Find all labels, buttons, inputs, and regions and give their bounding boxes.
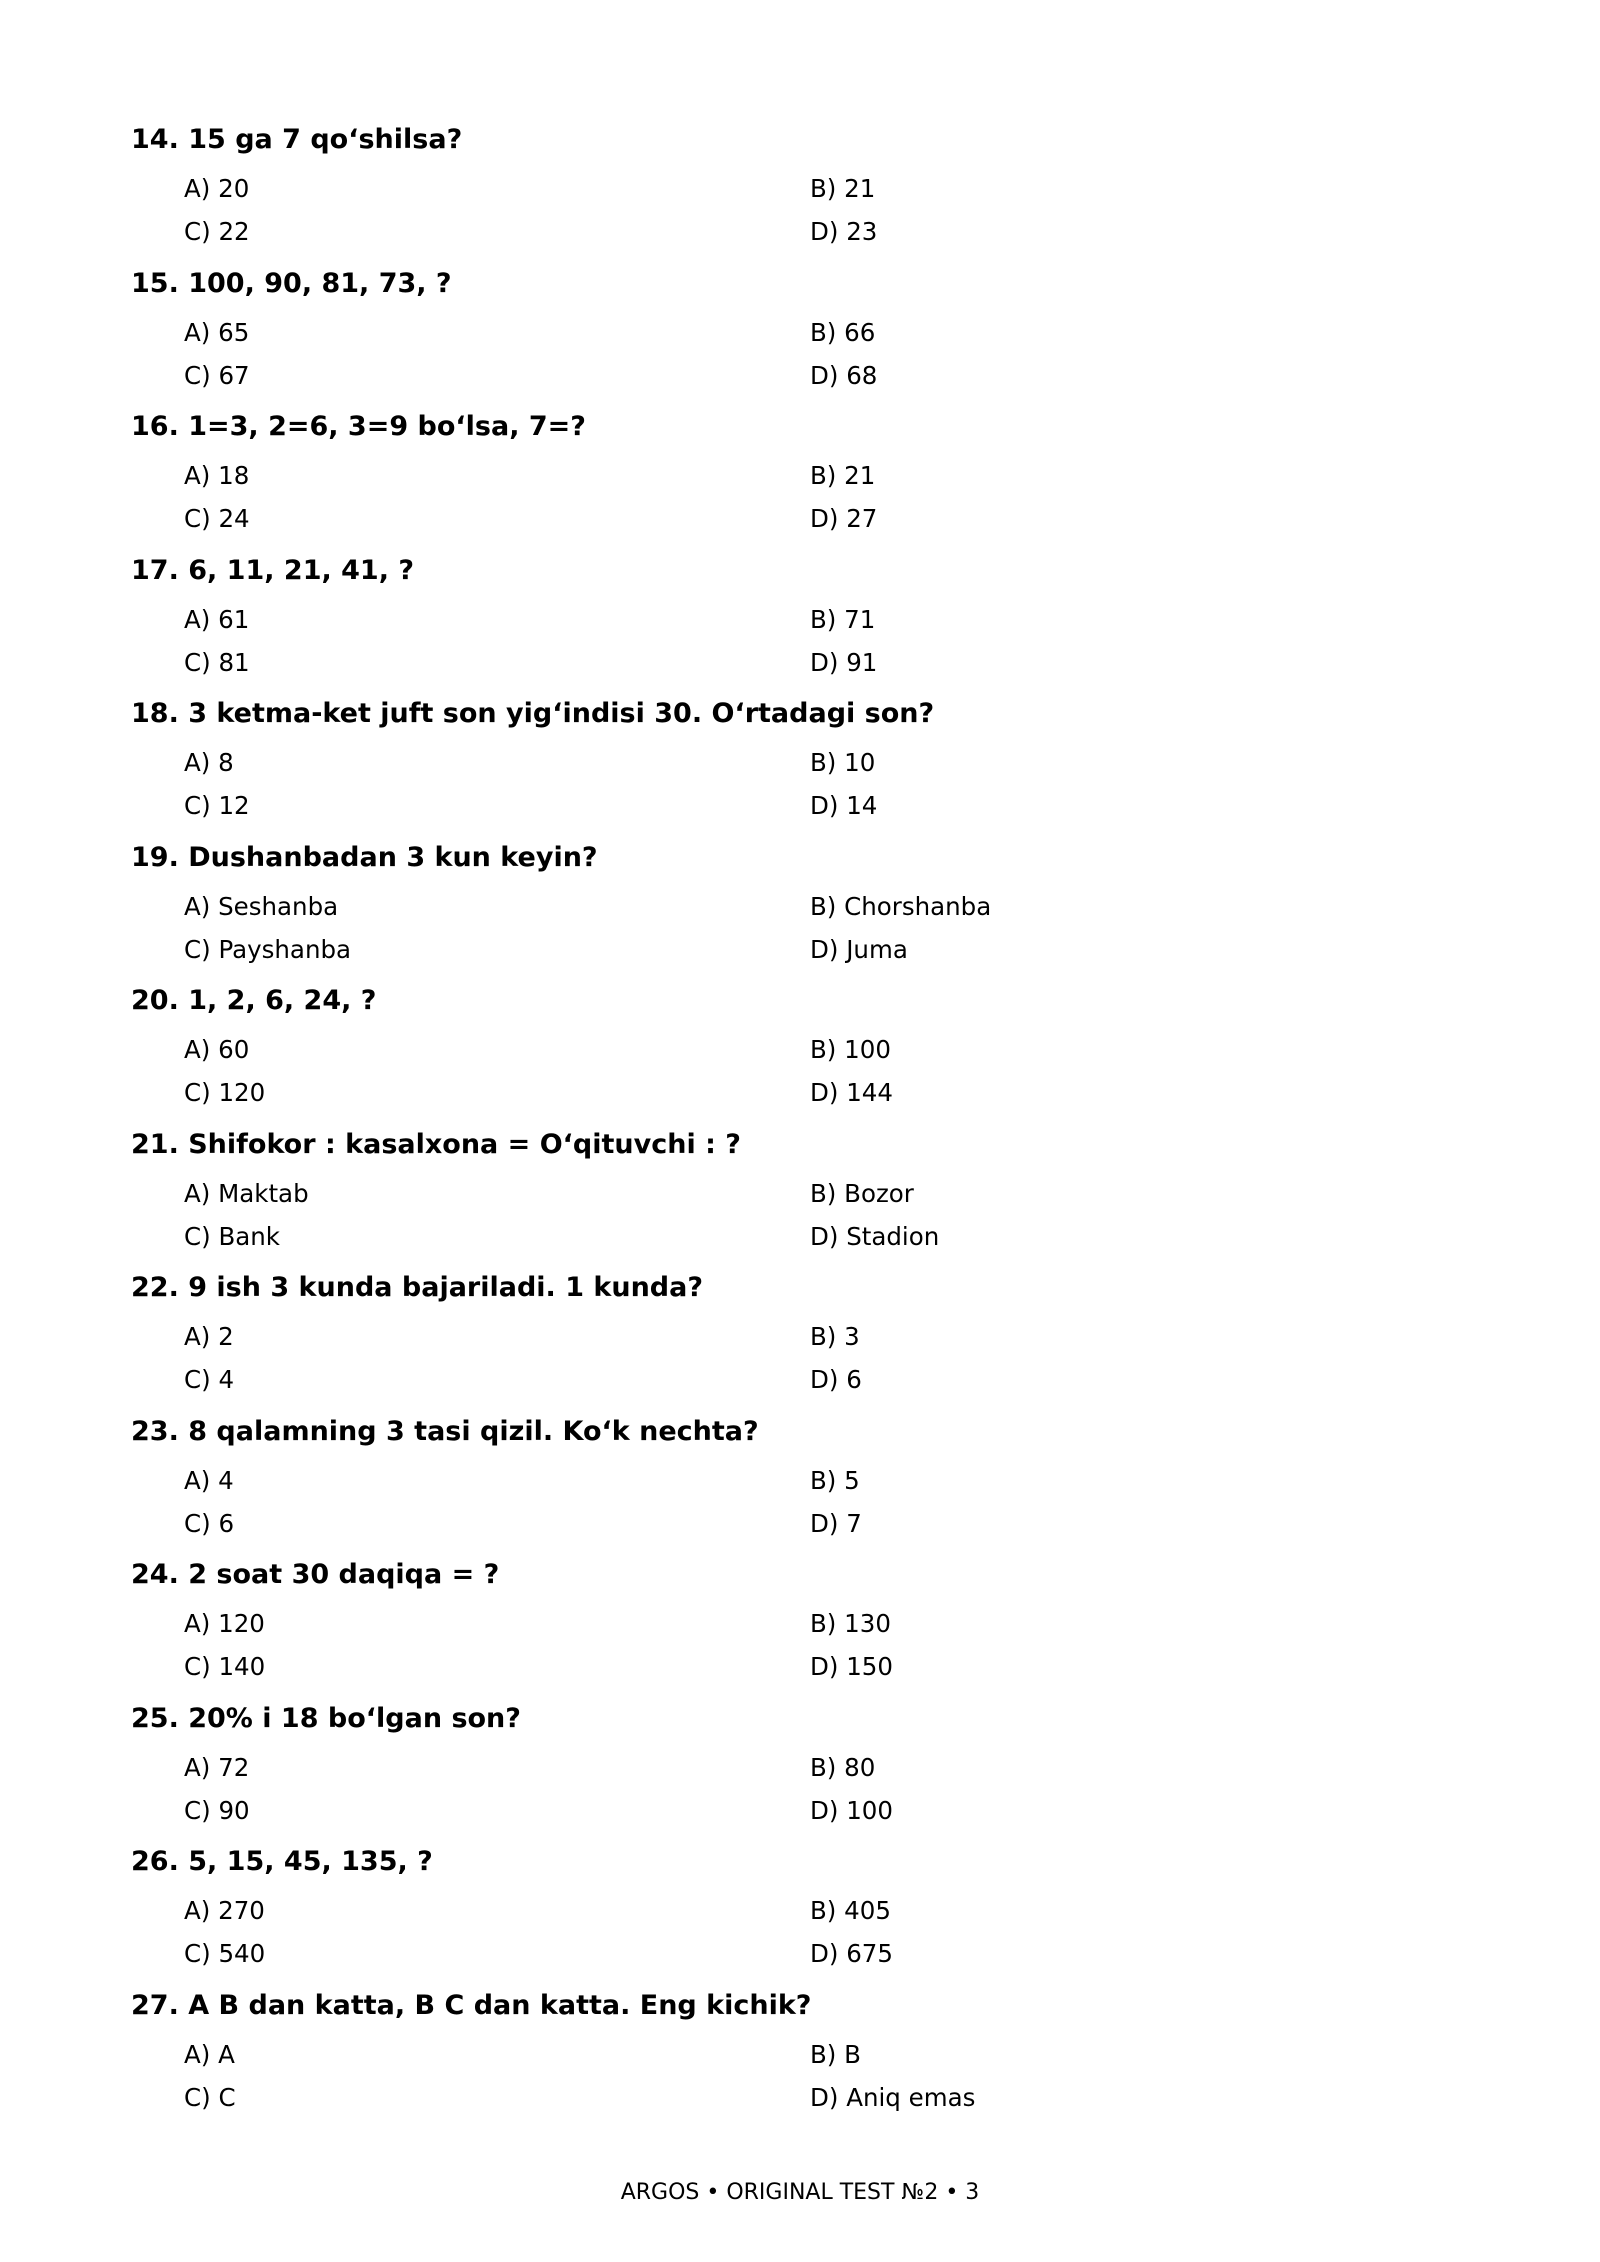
option-d: D) 14 [810,791,878,820]
option-c: C) 22 [184,217,250,246]
question [131,263,1471,407]
question-text: 16. 1=3, 2=6, 3=9 bo‘lsa, 7=? [131,411,586,442]
option-c: C) C [184,2082,236,2112]
question-text: 23. 8 qalamning 3 tasi qizil. Ko‘k nechta? [131,1415,759,1447]
option-d: D) Juma [810,934,908,964]
question-list [131,119,1471,2128]
question [131,837,1471,981]
option-c: C) 540 [184,1939,266,1968]
option-b: B) Bozor [810,1178,914,1208]
question-text: 15. 100, 90, 81, 73, ? [131,267,452,299]
option-b: B) 5 [810,1465,860,1495]
option-a: A) 20 [184,174,250,203]
question-text: 22. 9 ish 3 kunda bajariladi. 1 kunda? [131,1272,703,1303]
option-c: C) 140 [184,1652,266,1681]
option-c: C) Bank [184,1221,280,1251]
option-a: A) 61 [184,604,250,634]
option-b: B) 80 [810,1752,876,1782]
option-a: A) Seshanba [184,891,339,921]
option-d: D) 27 [810,504,878,533]
option-a: A) 65 [184,317,250,347]
option-b: B) 66 [810,317,876,347]
option-d: D) 150 [810,1652,893,1681]
option-a: A) 2 [184,1322,234,1351]
option-b: B) 405 [810,1896,891,1925]
question [131,1985,1471,2129]
question-text: 17. 6, 11, 21, 41, ? [131,554,415,586]
question-text: 25. 20% i 18 bo‘lgan son? [131,1702,521,1734]
option-d: D) 68 [810,360,878,390]
question [131,693,1471,837]
question-text: 20. 1, 2, 6, 24, ? [131,985,377,1016]
option-a: A) 270 [184,1896,265,1925]
question [131,1841,1471,1985]
option-a: A) 72 [184,1752,250,1782]
option-c: C) 90 [184,1795,250,1825]
option-c: C) 120 [184,1078,266,1107]
option-b: B) 71 [810,604,876,634]
page-footer: ARGOS • ORIGINAL TEST №2 • 3 [620,2180,980,2205]
question-text: 27. A B dan katta, B C dan katta. Eng kichik? [131,1989,812,2021]
question [131,1124,1471,1268]
question [131,1267,1471,1411]
option-d: D) 91 [810,647,878,677]
question [131,406,1471,550]
question-text: 24. 2 soat 30 daqiqa = ? [131,1559,500,1590]
question-text: 26. 5, 15, 45, 135, ? [131,1846,433,1877]
option-b: B) 10 [810,748,876,777]
option-d: D) Stadion [810,1221,940,1251]
question-text: 18. 3 ketma-ket juft son yig‘indisi 30. O‘rtadagi son? [131,698,935,729]
question [131,980,1471,1124]
question-text: 19. Dushanbadan 3 kun keyin? [131,841,598,873]
option-b: B) 3 [810,1322,860,1351]
option-b: B) Chorshanba [810,891,992,921]
option-c: C) 81 [184,647,250,677]
option-d: D) Aniq emas [810,2082,976,2112]
question [131,1554,1471,1698]
option-c: C) 4 [184,1365,235,1394]
question-text: 21. Shifokor : kasalxona = O‘qituvchi : ? [131,1128,741,1160]
option-a: A) 8 [184,748,234,777]
option-d: D) 7 [810,1508,862,1538]
option-a: A) Maktab [184,1178,309,1208]
option-d: D) 675 [810,1939,893,1968]
question-text: 14. 15 ga 7 qo‘shilsa? [131,124,463,155]
question [131,550,1471,694]
option-c: C) 6 [184,1508,235,1538]
option-a: A) A [184,2039,235,2069]
option-d: D) 144 [810,1078,893,1107]
option-c: C) 12 [184,791,250,820]
option-a: A) 18 [184,461,250,490]
option-b: B) 21 [810,174,876,203]
option-d: D) 100 [810,1795,893,1825]
option-d: D) 6 [810,1365,862,1394]
option-d: D) 23 [810,217,878,246]
option-b: B) 100 [810,1035,891,1064]
option-b: B) 130 [810,1609,891,1638]
question [131,1411,1471,1555]
option-c: C) 67 [184,360,250,390]
option-b: B) 21 [810,461,876,490]
question [131,1698,1471,1842]
option-a: A) 4 [184,1465,234,1495]
option-c: C) 24 [184,504,250,533]
question [131,119,1471,263]
option-b: B) B [810,2039,861,2069]
option-a: A) 120 [184,1609,265,1638]
option-a: A) 60 [184,1035,250,1064]
option-c: C) Payshanba [184,934,352,964]
